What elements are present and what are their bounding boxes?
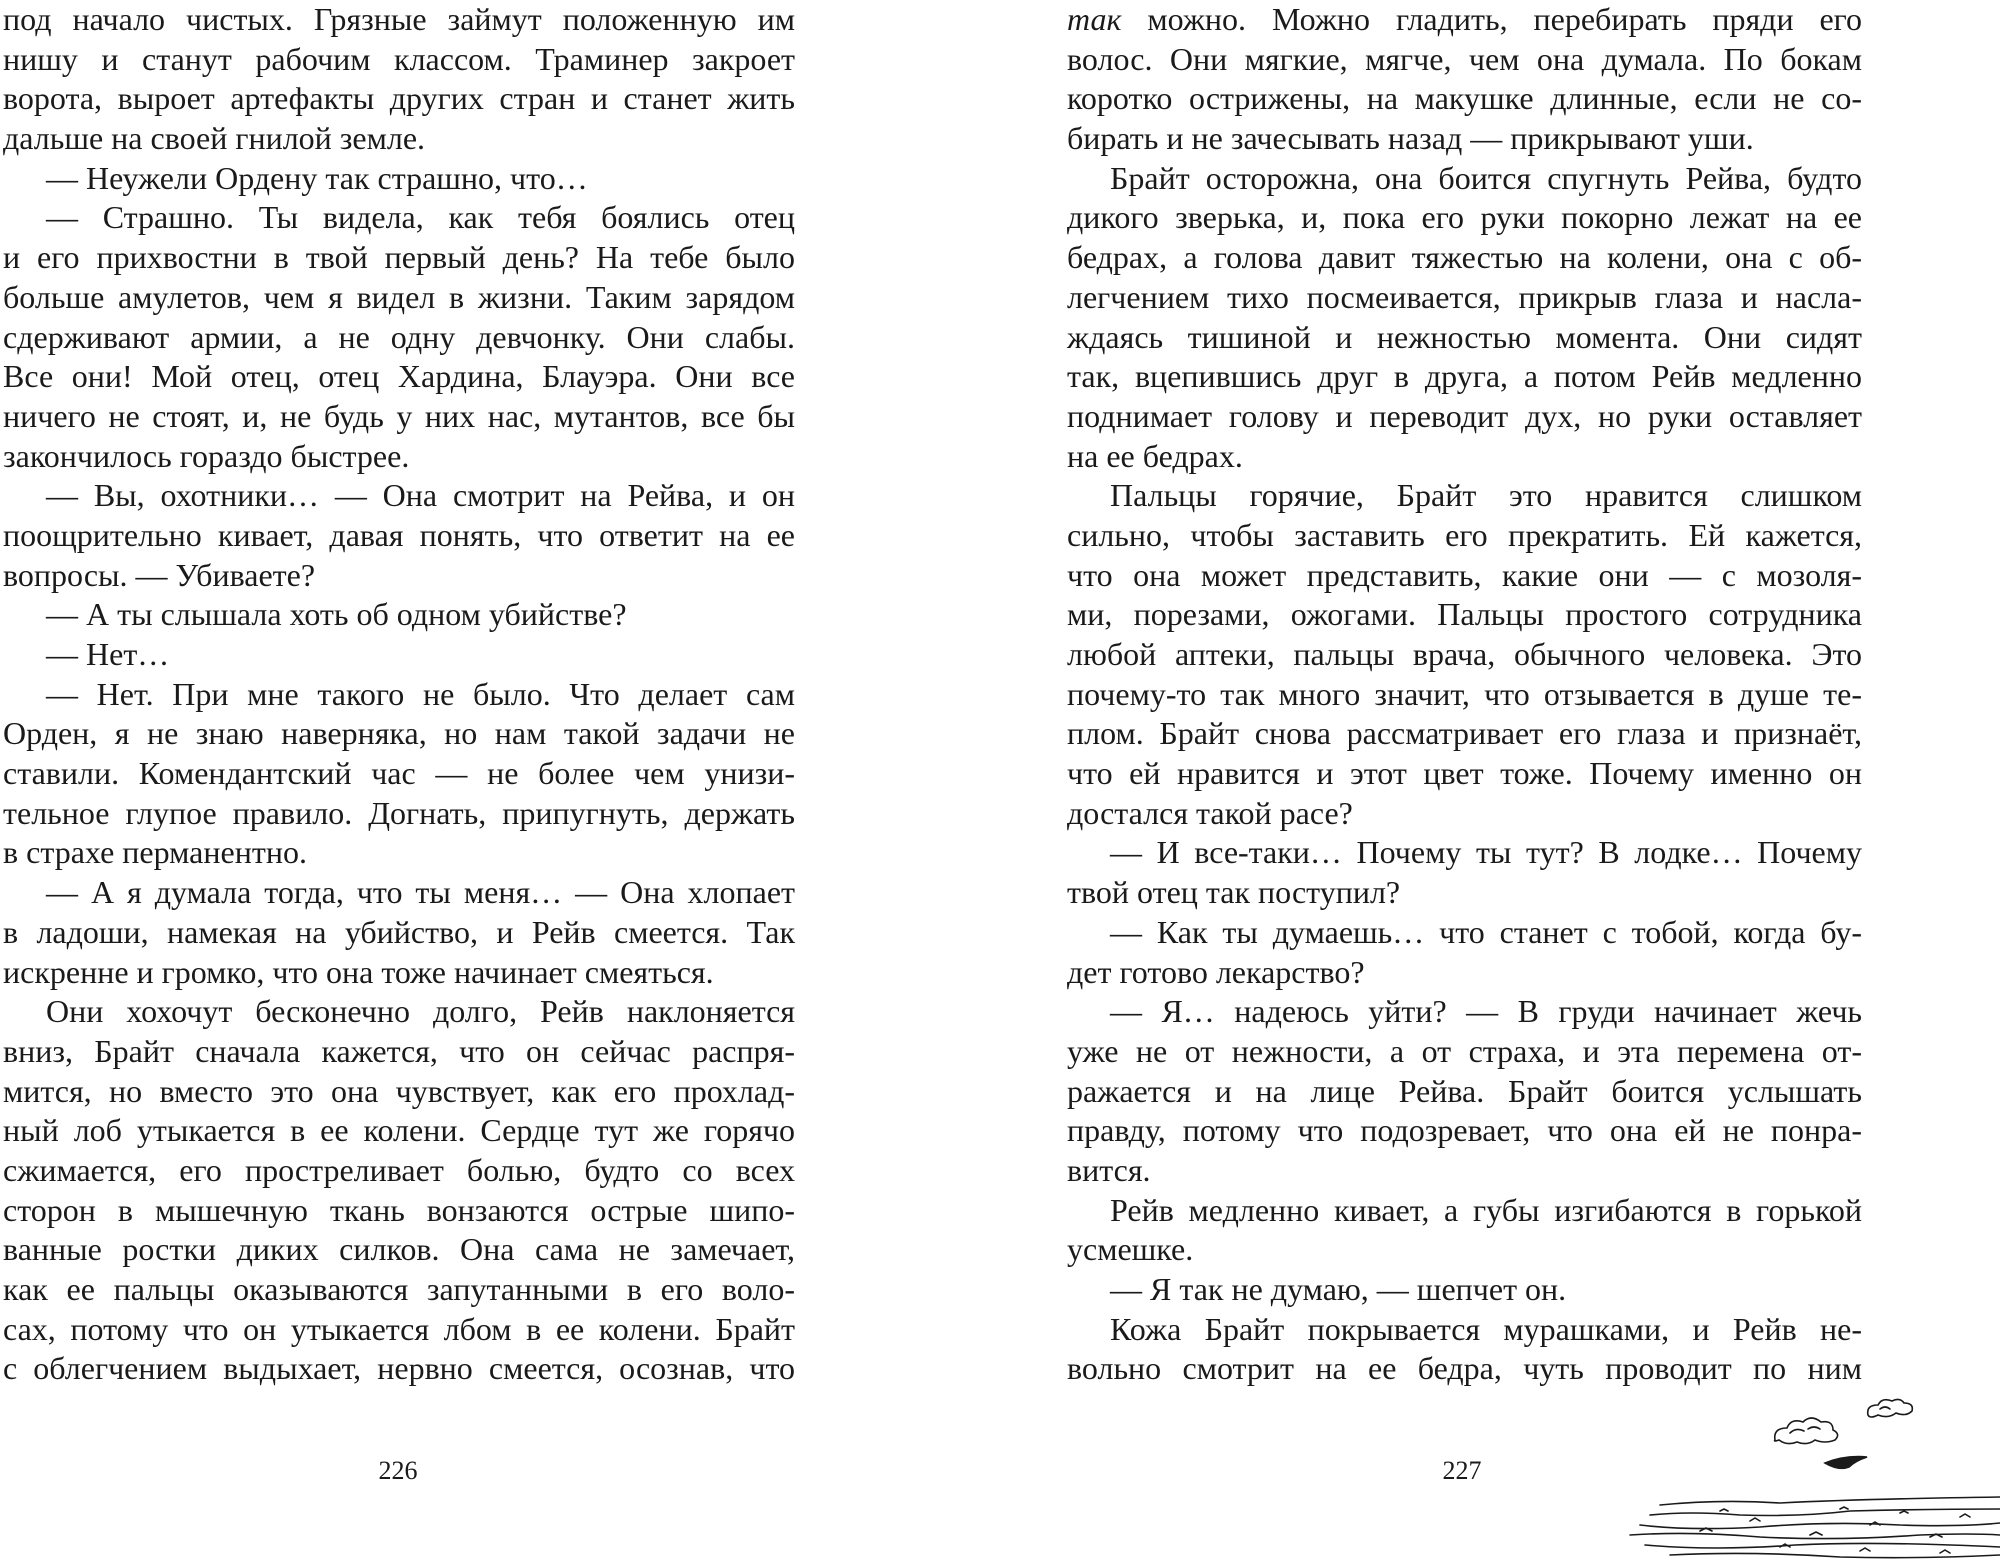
text-line: ничего не стоят, и, не будь у них нас, мутантов, все бы	[3, 397, 795, 434]
text-line: сжимается, его простреливает болью, будто со всех	[3, 1151, 795, 1188]
text-line: Они хохочут бесконечно долго, Рейв наклоняется	[46, 993, 795, 1030]
italic-word: так	[1067, 1, 1122, 37]
text-line: твой отец так поступил?	[1067, 874, 1401, 911]
text-line: — Я… надеюсь уйти? — В груди начинает жечь	[1110, 993, 1862, 1030]
text-line: — Как ты думаешь… что станет с тобой, когда бу-	[1110, 913, 1862, 950]
text-line: — И все-таки… Почему ты тут? В лодке… Почему	[1110, 834, 1862, 871]
text-line: дикого зверька, и, пока его руки покорно лежат на ее	[1067, 199, 1862, 236]
text-line: что ей нравится и этот цвет тоже. Почему именно он	[1067, 755, 1862, 792]
text-line: поднимает голову и переводит дух, но руки оставляет	[1067, 397, 1862, 434]
text-line: Брайт осторожна, она боится спугнуть Рейва, будто	[1110, 159, 1862, 196]
text-line: — А я думала тогда, что ты меня… — Она хлопает	[46, 874, 795, 911]
text-line: искренне и громко, что она тоже начинает смеяться.	[3, 953, 714, 990]
text-line: так, вцепившись друг в друга, а потом Рейв медленно	[1067, 358, 1862, 395]
text-line: бедрах, а голова давит тяжестью на колени, она с об-	[1067, 239, 1862, 276]
right-page	[1000, 0, 2000, 1563]
text-line: вниз, Брайт сначала кажется, что он сейчас распря-	[3, 1032, 795, 1069]
text-line	[1067, 0, 1862, 40]
text-line: Пальцы горячие, Брайт это нравится слишком	[1110, 477, 1862, 514]
text-line: поощрительно кивает, давая понять, что ответит на ее	[3, 516, 795, 553]
text-line: на ее бедрах.	[1067, 437, 1243, 474]
text-line: Все они! Мой отец, отец Хардина, Блауэра. Они все	[3, 358, 795, 395]
text-line: усмешке.	[1067, 1231, 1194, 1268]
first-line-rest: можно. Можно гладить, перебирать пряди его	[1121, 1, 1862, 37]
text-line: ражается и на лице Рейва. Брайт боится услышать	[1067, 1072, 1862, 1109]
text-line: дет готово лекарство?	[1067, 953, 1365, 990]
left-page-text	[3, 0, 795, 1389]
text-line: как ее пальцы оказываются запутанными в его воло-	[3, 1271, 795, 1307]
text-line: легчением тихо посмеивается, прикрыв глаза и насла-	[1067, 278, 1862, 315]
seascape-illustration	[1600, 1385, 2000, 1563]
text-line: нишу и станут рабочим классом. Траминер закроет	[3, 40, 795, 77]
text-line: уже не от нежности, а от страха, и эта перемена от-	[1067, 1032, 1862, 1069]
text-line: в ладоши, намекая на убийство, и Рейв смеется. Так	[3, 913, 795, 950]
text-line: — Я так не думаю, — шепчет он.	[1110, 1271, 1567, 1307]
bird-illustration	[1825, 1457, 1867, 1469]
text-line: ми, порезами, ожогами. Пальцы простого сотрудника	[1067, 596, 1862, 633]
text-line: вится.	[1067, 1151, 1151, 1188]
text-line: почему-то так много значит, что отзывается в душе те-	[1067, 675, 1862, 712]
text-line: сах, потому что он утыкается лбом в ее колени. Брайт	[3, 1310, 795, 1347]
text-line: в страхе перманентно.	[3, 834, 307, 871]
text-line: Рейв медленно кивает, а губы изгибаются в горькой	[1110, 1191, 1862, 1228]
cloud-illustration	[1775, 1399, 1913, 1443]
text-line: сильно, чтобы заставить его прекратить. Ей кажется,	[1067, 516, 1862, 553]
text-line: сдерживают армии, а не одну девчонку. Они слабы.	[3, 318, 795, 355]
text-line: сторон в мышечную ткань вонзаются острые шипо-	[3, 1191, 795, 1228]
text-line: ванные ростки диких силков. Она сама не замечает,	[3, 1231, 795, 1268]
text-line: вольно смотрит на ее бедра, чуть проводит по ним	[1067, 1350, 1862, 1387]
text-line: Орден, я не знаю наверняка, но нам такой задачи не	[3, 715, 795, 752]
text-line: с облегчением выдыхает, нервно смеется, осознав, что	[3, 1350, 795, 1387]
text-line: достался такой расе?	[1067, 794, 1353, 831]
text-line: Кожа Брайт покрывается мурашками, и Рейв не-	[1110, 1310, 1862, 1347]
text-line: дальше на своей гнилой земле.	[3, 120, 426, 157]
text-line: — Вы, охотники… — Она смотрит на Рейва, и он	[46, 477, 795, 514]
text-line: больше амулетов, чем я видел в жизни. Таким зарядом	[3, 278, 795, 315]
text-line: плом. Брайт снова рассматривает его глаза и признаёт,	[1067, 715, 1862, 752]
text-line: ставили. Комендантский час — не более чем унизи-	[3, 755, 795, 792]
text-line: — Неужели Ордену так страшно, что…	[46, 159, 588, 196]
waves-illustration	[1630, 1497, 2000, 1558]
text-line: правду, потому что подозревает, что она ей не понра-	[1067, 1112, 1862, 1149]
text-line: — Нет…	[46, 636, 170, 672]
right-page-text	[1067, 0, 1862, 1389]
right-page-number: 227	[1442, 1456, 1482, 1485]
text-line: мится, но вместо это она чувствует, как его прохлад-	[3, 1072, 795, 1109]
text-line: — А ты слышала хоть об одном убийстве?	[46, 596, 627, 633]
text-line: закончилось гораздо быстрее.	[3, 437, 410, 474]
text-line: ворота, выроет артефакты других стран и станет жить	[3, 80, 795, 117]
text-line: тельное глупое правило. Догнать, припугнуть, держать	[3, 794, 795, 831]
text-line: что она может представить, какие они — с мозоля-	[1067, 556, 1862, 593]
text-line: — Страшно. Ты видела, как тебя боялись отец	[46, 199, 795, 236]
text-line: вопросы. — Убиваете?	[3, 556, 316, 593]
text-line: волос. Они мягкие, мягче, чем она думала. По бокам	[1067, 40, 1862, 77]
text-line: — Нет. При мне такого не было. Что делает сам	[46, 675, 795, 712]
left-page-number: 226	[378, 1456, 418, 1485]
text-line: и его прихвостни в твой первый день? На тебе было	[3, 239, 795, 276]
text-line: бирать и не зачесывать назад — прикрывают уши.	[1067, 120, 1754, 157]
text-line: коротко острижены, на макушке длинные, если не со-	[1067, 80, 1862, 117]
text-line: любой аптеки, пальцы врача, обычного человека. Это	[1067, 636, 1862, 672]
text-line: ждаясь тишиной и нежностью момента. Они сидят	[1067, 318, 1862, 355]
text-line: ный лоб утыкается в ее колени. Сердце тут же горячо	[3, 1112, 795, 1149]
text-line: под начало чистых. Грязные займут положенную им	[3, 1, 795, 37]
